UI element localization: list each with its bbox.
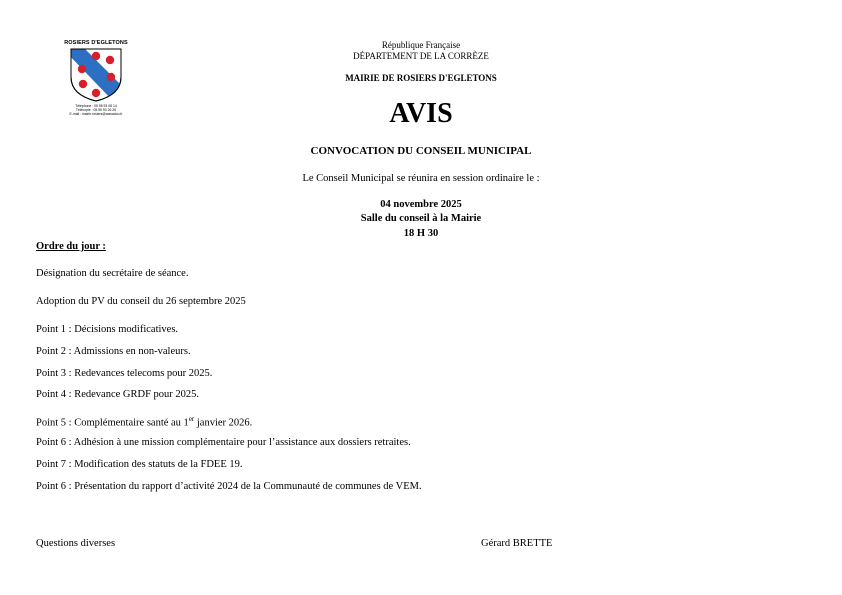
logo-phone: Téléphone : 05 55 93 08 14	[75, 104, 117, 108]
intro-text: Le Conseil Municipal se réunira en session ordinaire le :	[302, 173, 540, 184]
agenda-item: Point 6 : Adhésion à une mission complémentaire pour l’assistance aux dossiers retraites.	[36, 437, 411, 448]
agenda-item: Point 4 : Redevance GRDF pour 2025.	[36, 389, 200, 400]
page-title: AVIS	[389, 98, 453, 129]
logo-name: ROSIERS D'EGLETONS	[64, 40, 128, 46]
agenda-item: Point 1 : Décisions modificatives.	[36, 324, 179, 335]
agenda-item: Désignation du secrétaire de séance.	[36, 268, 189, 279]
agenda-item: Point 2 : Admissions en non-valeurs.	[36, 346, 191, 357]
meeting-date: 04 novembre 2025	[380, 199, 462, 210]
agenda-item-text: Point 5 : Complémentaire santé au 1	[36, 417, 189, 429]
header-mairie: MAIRIE DE ROSIERS D'EGLETONS	[345, 73, 497, 83]
meeting-place: Salle du conseil à la Mairie	[360, 213, 482, 224]
agenda-item-suffix: janvier 2026.	[194, 417, 253, 429]
logo-email: E-mail : mairie.rosiers@wanadoo.fr	[69, 112, 123, 116]
agenda-item: Adoption du PV du conseil du 26 septembre 2025	[36, 296, 246, 307]
signatory-name: Gérard BRETTE	[481, 538, 553, 549]
meeting-time: 18 H 30	[403, 228, 439, 239]
header-department: DÉPARTEMENT DE LA CORRÈZE	[353, 51, 489, 61]
agenda-item: Point 7 : Modification des statuts de la FDEE 19.	[36, 459, 243, 470]
header-republic: République Française	[381, 40, 461, 50]
logo-fax: Télécopie : 05 55 93 26 26	[75, 108, 117, 112]
agenda-heading: Ordre du jour :	[36, 241, 106, 252]
agenda-item-sup: er	[188, 415, 195, 423]
footer-questions: Questions diverses	[36, 538, 116, 549]
agenda-item: Point 3 : Redevances telecoms pour 2025.	[36, 368, 213, 379]
page-subtitle: CONVOCATION DU CONSEIL MUNICIPAL	[310, 145, 532, 157]
agenda-item: Point 6 : Présentation du rapport d’activité 2024 de la Communauté de communes de VEM.	[36, 481, 422, 492]
agenda-item-5	[36, 415, 252, 429]
